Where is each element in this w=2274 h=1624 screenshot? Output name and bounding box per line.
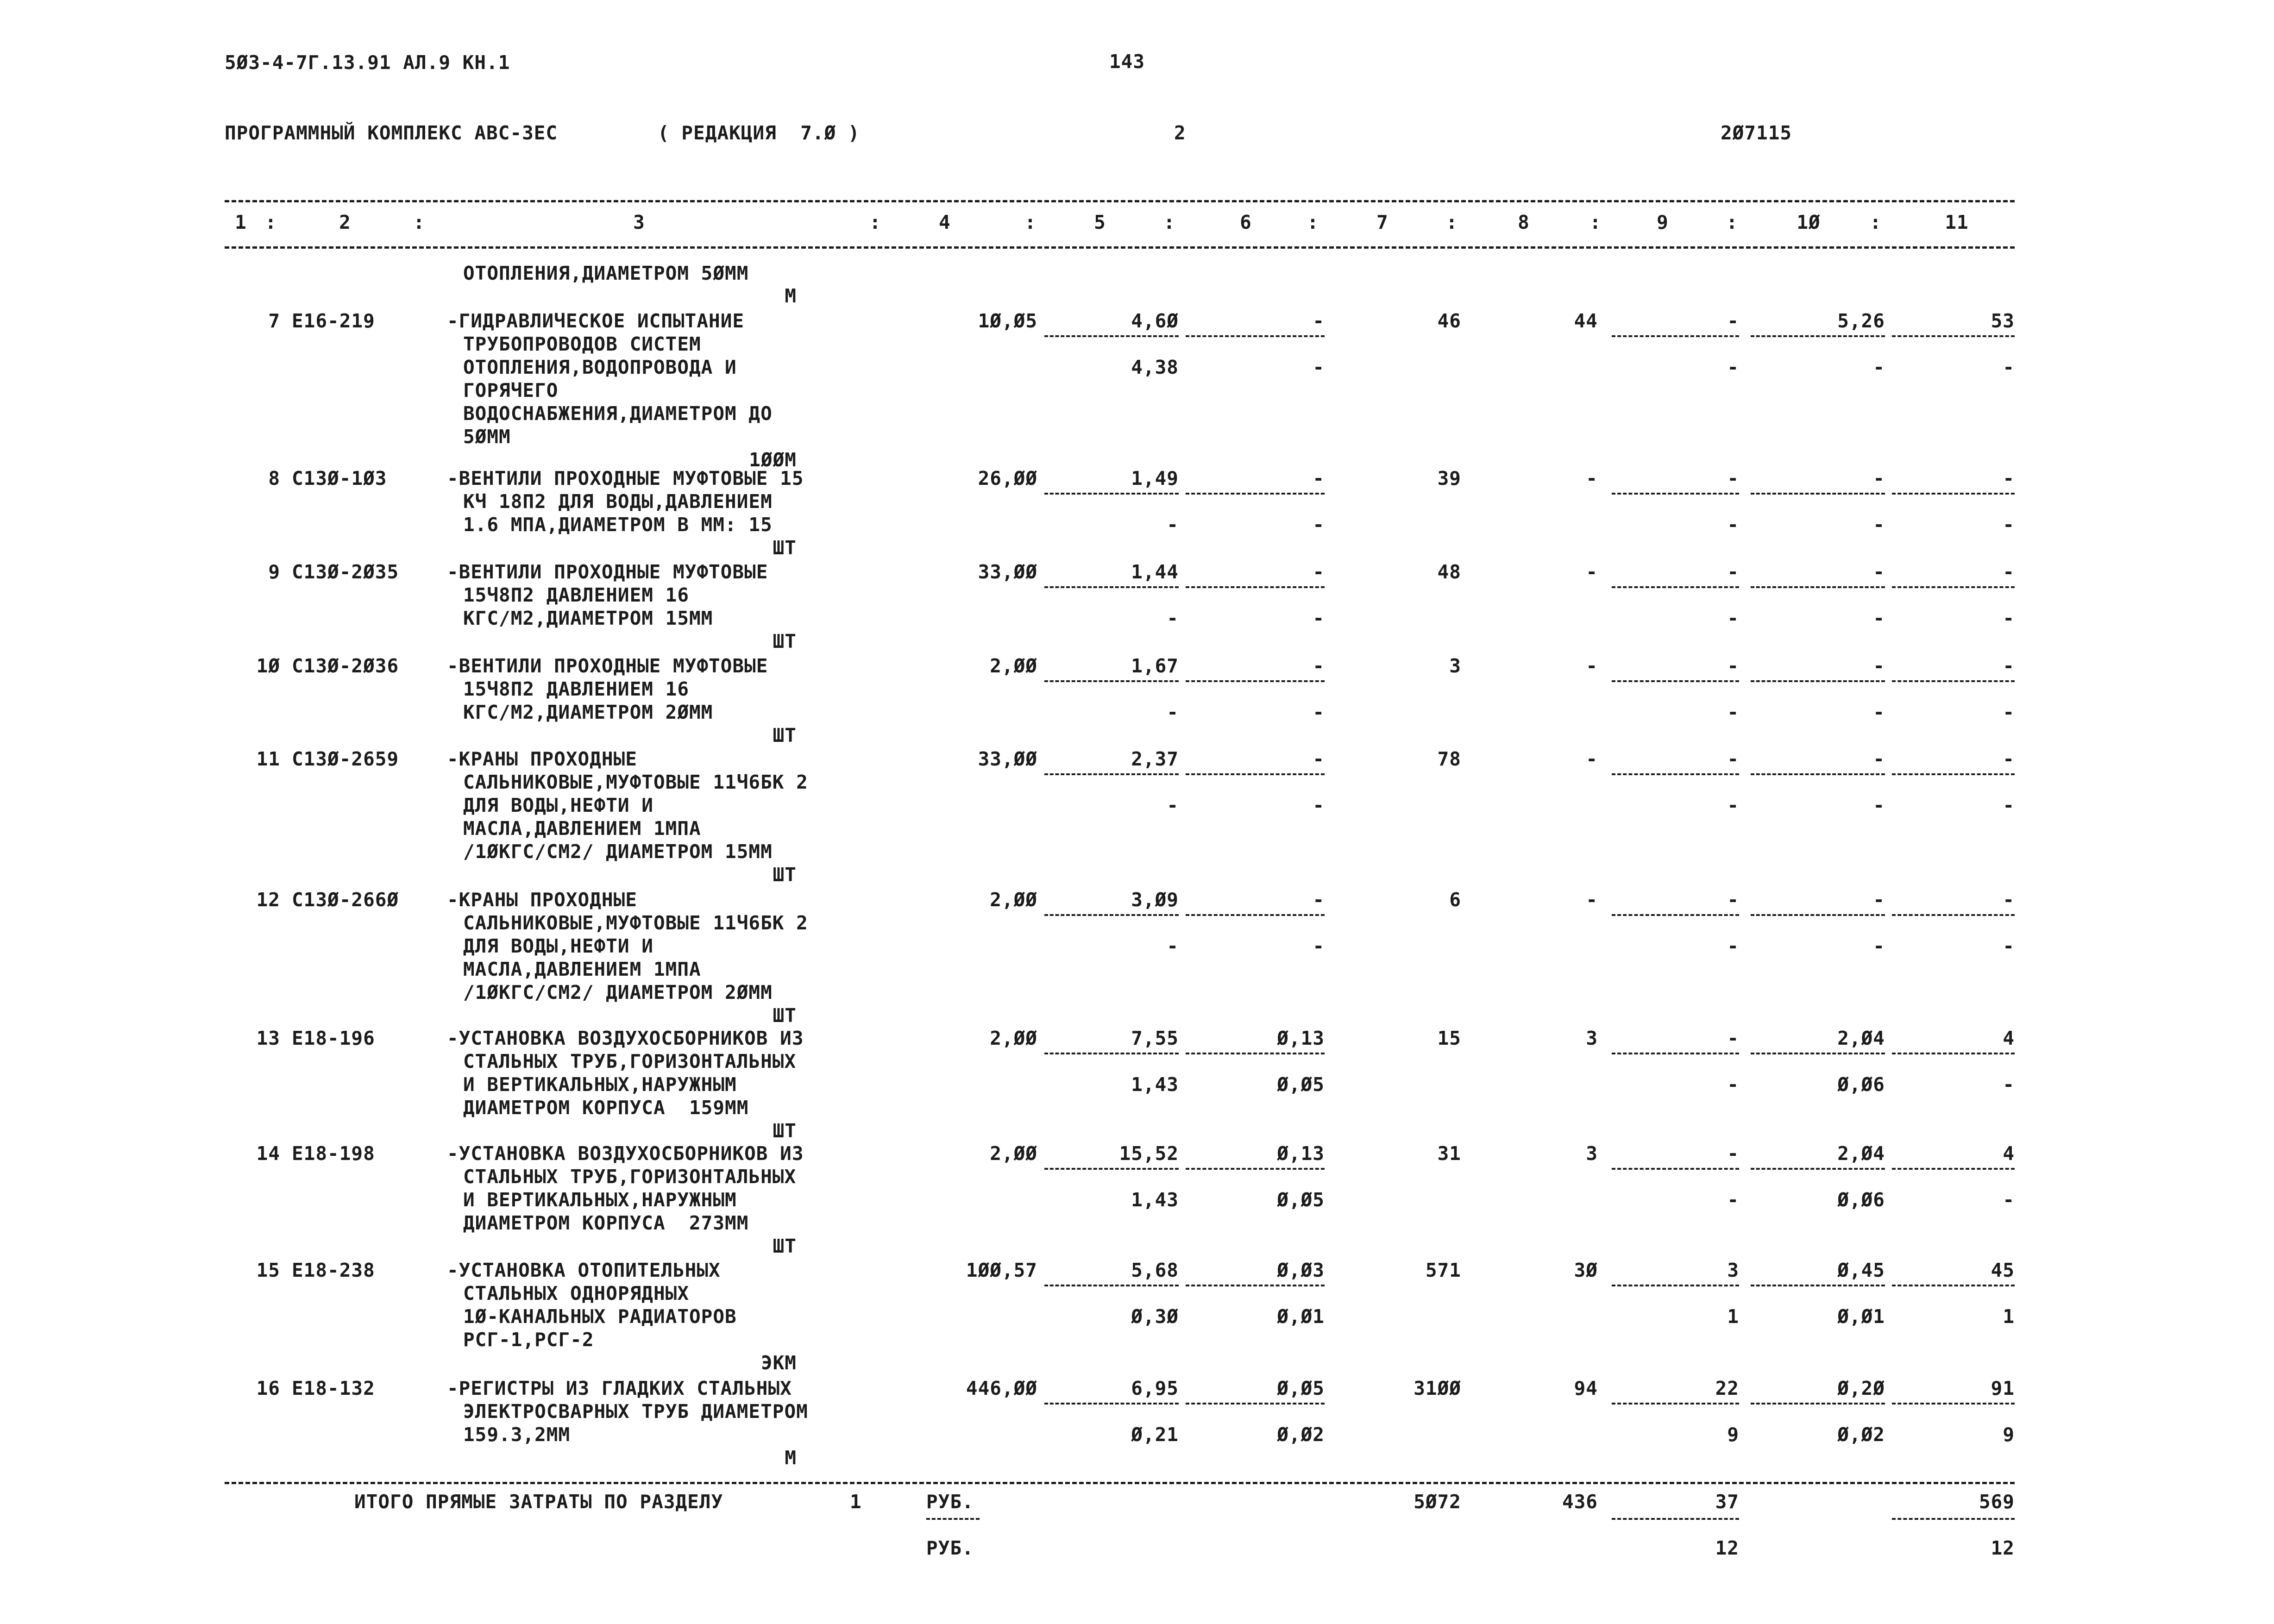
row-code: Е18-196 <box>292 1027 375 1049</box>
cell-col5: 1,44 <box>1131 561 1179 583</box>
row-unit: ШТ <box>773 864 797 886</box>
cell-col11: - <box>2003 467 2015 489</box>
cell-rule <box>1186 1285 1325 1286</box>
row-number: 16 <box>256 1377 280 1399</box>
row-code: С13Ø-2659 <box>292 748 399 770</box>
cell-col5: 4,6Ø <box>1131 310 1179 332</box>
totals-section: 1 <box>850 1491 862 1513</box>
cell-col5-second: - <box>1167 794 1179 816</box>
cell-col6-second: - <box>1313 701 1325 723</box>
cell-col11: - <box>2003 561 2015 583</box>
cell-col9-second: - <box>1727 514 1739 536</box>
cell-col7: 15 <box>1437 1027 1461 1049</box>
program-name: ПРОГРАММНЫЙ КОМПЛЕКС АВС-3ЕС <box>225 122 558 144</box>
cell-col4: 1ØØ,57 <box>966 1259 1037 1281</box>
cell-col6: Ø,13 <box>1277 1142 1325 1165</box>
totals-col11-second: 12 <box>1991 1537 2015 1559</box>
cell-col10: - <box>1873 889 1885 911</box>
cell-col11: 4 <box>2003 1142 2015 1165</box>
cell-col10-second: - <box>1873 607 1885 629</box>
cell-rule <box>1892 335 2015 337</box>
row-code: С13Ø-266Ø <box>292 889 399 911</box>
row-description: ДЛЯ ВОДЫ,НЕФТИ И <box>463 935 653 957</box>
document-id: 2Ø7115 <box>1721 122 1792 144</box>
cell-col9: - <box>1727 1142 1739 1165</box>
cell-col4: 2,ØØ <box>990 1027 1037 1049</box>
row-number: 8 <box>268 467 280 489</box>
totals-col7: 5Ø72 <box>1413 1491 1461 1513</box>
row-description: 1Ø-КАНАЛЬНЫХ РАДИАТОРОВ <box>463 1305 737 1328</box>
cell-rule <box>1186 493 1325 495</box>
row-description: СТАЛЬНЫХ ОДНОРЯДНЫХ <box>463 1282 689 1304</box>
cell-col5-second: Ø,3Ø <box>1131 1305 1179 1328</box>
cell-col8: 3 <box>1586 1027 1598 1049</box>
cell-rule <box>1186 586 1325 588</box>
row-unit: ШТ <box>773 724 797 746</box>
cell-rule <box>1044 1285 1179 1286</box>
row-description: -УСТАНОВКА ВОЗДУХОСБОРНИКОВ ИЗ <box>447 1027 804 1049</box>
row-code: С13Ø-2Ø35 <box>292 561 399 583</box>
row-unit: ШТ <box>773 537 797 559</box>
row-unit: ШТ <box>773 1235 797 1257</box>
row-number: 7 <box>268 310 280 332</box>
cell-rule <box>1186 1168 1325 1170</box>
cell-col10-second: - <box>1873 935 1885 957</box>
cell-col11-second: - <box>2003 701 2015 723</box>
cell-col5: 1,67 <box>1131 655 1179 677</box>
cell-col7: 571 <box>1425 1259 1461 1281</box>
cell-col11-second: - <box>2003 356 2015 378</box>
row-description: ОТОПЛЕНИЯ,ВОДОПРОВОДА И <box>463 356 737 378</box>
cell-col4: 2,ØØ <box>990 1142 1037 1165</box>
row-description: ДИАМЕТРОМ КОРПУСА 159ММ <box>463 1097 749 1119</box>
cell-col9: - <box>1727 1027 1739 1049</box>
row-unit: ЭКМ <box>760 1352 797 1374</box>
row-code: Е18-132 <box>292 1377 375 1399</box>
cell-rule <box>1186 680 1325 682</box>
column-header-3: 3 <box>633 211 645 233</box>
row-description: МАСЛА,ДАВЛЕНИЕМ 1МПА <box>463 817 701 840</box>
row-code: Е18-238 <box>292 1259 375 1281</box>
totals-label: ИТОГО ПРЯМЫЕ ЗАТРАТЫ ПО РАЗДЕЛУ <box>354 1491 723 1513</box>
cell-rule <box>1751 1168 1885 1170</box>
cell-col10-second: Ø,Ø1 <box>1837 1305 1885 1328</box>
row-number: 15 <box>256 1259 280 1281</box>
cell-col6: - <box>1313 467 1325 489</box>
row-description: /1ØКГС/СМ2/ ДИАМЕТРОМ 2ØММ <box>463 981 773 1003</box>
row-description: 1.6 МПА,ДИАМЕТРОМ В ММ: 15 <box>463 514 773 536</box>
cell-rule <box>1044 1168 1179 1170</box>
cell-col9: - <box>1727 467 1739 489</box>
cell-col4: 33,ØØ <box>978 748 1037 770</box>
cell-col8: - <box>1586 467 1598 489</box>
row-description: 159.3,2ММ <box>463 1423 571 1446</box>
cell-col4: 1Ø,Ø5 <box>978 310 1037 332</box>
cell-col6-second: Ø,Ø5 <box>1277 1073 1325 1096</box>
cell-col4: 33,ØØ <box>978 561 1037 583</box>
cell-col11-second: - <box>2003 794 2015 816</box>
cell-col7: 31 <box>1437 1142 1461 1165</box>
cell-rule <box>1044 773 1179 775</box>
column-header-9: 9 <box>1657 211 1669 233</box>
column-separator: : <box>1589 211 1602 233</box>
row-description: ЭЛЕКТРОСВАРНЫХ ТРУБ ДИАМЕТРОМ <box>463 1400 808 1423</box>
cell-col11-second: - <box>2003 1189 2015 1211</box>
column-header-1: 1 <box>235 211 247 233</box>
cell-col10-second: - <box>1873 356 1885 378</box>
cell-col5-second: 1,43 <box>1131 1073 1179 1096</box>
cell-col10-second: - <box>1873 794 1885 816</box>
row-unit: ШТ <box>773 1120 797 1142</box>
row-unit: ШТ <box>773 1004 797 1027</box>
cell-rule <box>1892 493 2015 495</box>
cell-col6-second: Ø,Ø1 <box>1277 1305 1325 1328</box>
cell-col9-second: - <box>1727 356 1739 378</box>
cell-col11: 45 <box>1991 1259 2015 1281</box>
cell-rule <box>1892 1168 2015 1170</box>
cell-col9-second: - <box>1727 607 1739 629</box>
column-separator: : <box>265 211 277 233</box>
cell-col5: 15,52 <box>1119 1142 1179 1165</box>
row-unit: 1ØØМ <box>749 449 797 471</box>
cell-rule <box>1892 1053 2015 1054</box>
cell-rule <box>1892 586 2015 588</box>
cell-rule <box>1751 773 1885 775</box>
cell-rule <box>1892 1285 2015 1286</box>
column-header-2: 2 <box>339 211 351 233</box>
cell-col6: Ø,Ø5 <box>1277 1377 1325 1399</box>
sheet-number: 2 <box>1174 122 1186 144</box>
cell-col4: 26,ØØ <box>978 467 1037 489</box>
cell-col10-second: Ø,Ø6 <box>1837 1189 1885 1211</box>
row-description: СТАЛЬНЫХ ТРУБ,ГОРИЗОНТАЛЬНЫХ <box>463 1050 797 1072</box>
cell-col6-second: Ø,Ø2 <box>1277 1423 1325 1446</box>
cell-rule <box>1186 335 1325 337</box>
row-description: ДИАМЕТРОМ КОРПУСА 273ММ <box>463 1212 749 1234</box>
row-unit: ШТ <box>773 630 797 652</box>
column-header-4: 4 <box>939 211 951 233</box>
cell-rule <box>1044 1053 1179 1054</box>
cell-col6-second: - <box>1313 356 1325 378</box>
totals-col8: 436 <box>1562 1491 1598 1513</box>
cell-rule <box>1612 493 1739 495</box>
cell-col9: - <box>1727 748 1739 770</box>
cell-rule <box>1751 586 1885 588</box>
cell-col11-second: - <box>2003 935 2015 957</box>
row-description: -ГИДРАВЛИЧЕСКОЕ ИСПЫТАНИЕ <box>447 310 745 332</box>
row-description: КГС/М2,ДИАМЕТРОМ 2ØММ <box>463 701 713 723</box>
totals-col9-second: 12 <box>1715 1537 1739 1559</box>
cell-rule <box>1751 914 1885 916</box>
totals-unit-second: РУБ. <box>926 1537 974 1559</box>
cell-rule <box>1612 586 1739 588</box>
cell-col9-second: 1 <box>1727 1305 1739 1328</box>
column-separator: : <box>1446 211 1458 233</box>
cell-col7: 6 <box>1449 889 1461 911</box>
cell-col10: - <box>1873 655 1885 677</box>
carryover-text: ОТОПЛЕНИЯ,ДИАМЕТРОМ 5ØММ <box>463 262 749 284</box>
row-code: С13Ø-2Ø36 <box>292 655 399 677</box>
row-description: -УСТАНОВКА ОТОПИТЕЛЬНЫХ <box>447 1259 721 1281</box>
table-header-rule <box>225 246 2015 249</box>
totals-col11-rule <box>1892 1518 2015 1520</box>
cell-col5-second: - <box>1167 701 1179 723</box>
cell-col11-second: - <box>2003 607 2015 629</box>
cell-col10-second: Ø,Ø2 <box>1837 1423 1885 1446</box>
row-number: 9 <box>268 561 280 583</box>
page-number: 143 <box>1109 50 1145 73</box>
cell-rule <box>1044 1403 1179 1405</box>
row-description: 5ØММ <box>463 426 511 448</box>
row-description: КЧ 18П2 ДЛЯ ВОДЫ,ДАВЛЕНИЕМ <box>463 490 773 513</box>
cell-rule <box>1892 914 2015 916</box>
cell-col8: - <box>1586 561 1598 583</box>
cell-col10: 2,Ø4 <box>1837 1142 1885 1165</box>
cell-col8: 44 <box>1574 310 1598 332</box>
cell-col10: Ø,45 <box>1837 1259 1885 1281</box>
cell-col4: 2,ØØ <box>990 889 1037 911</box>
column-separator: : <box>1307 211 1319 233</box>
totals-unit: РУБ. <box>926 1491 974 1513</box>
cell-col5-second: Ø,21 <box>1131 1423 1179 1446</box>
cell-rule <box>1612 773 1739 775</box>
cell-rule <box>1892 773 2015 775</box>
cell-col5: 6,95 <box>1131 1377 1179 1399</box>
cell-col10: 5,26 <box>1837 310 1885 332</box>
cell-col6: - <box>1313 889 1325 911</box>
cell-rule <box>1612 1053 1739 1054</box>
cell-col11: - <box>2003 889 2015 911</box>
cell-col11: 4 <box>2003 1027 2015 1049</box>
cell-col6-second: - <box>1313 935 1325 957</box>
cell-rule <box>1612 914 1739 916</box>
cell-col10-second: Ø,Ø6 <box>1837 1073 1885 1096</box>
cell-col9: 22 <box>1715 1377 1739 1399</box>
cell-col5: 3,Ø9 <box>1131 889 1179 911</box>
cell-col7: 39 <box>1437 467 1461 489</box>
cell-rule <box>1751 1053 1885 1054</box>
row-description: -КРАНЫ ПРОХОДНЫЕ <box>447 889 637 911</box>
cell-col10-second: - <box>1873 514 1885 536</box>
row-description: РСГ-1,РСГ-2 <box>463 1329 594 1351</box>
totals-col9-rule <box>1612 1518 1739 1520</box>
row-number: 1Ø <box>256 655 280 677</box>
cell-rule <box>1612 1403 1739 1405</box>
cell-col5: 2,37 <box>1131 748 1179 770</box>
row-description: -ВЕНТИЛИ ПРОХОДНЫЕ МУФТОВЫЕ 15 <box>447 467 804 489</box>
cell-rule <box>1751 680 1885 682</box>
row-description: -КРАНЫ ПРОХОДНЫЕ <box>447 748 637 770</box>
cell-col9-second: - <box>1727 794 1739 816</box>
row-code: С13Ø-1Ø3 <box>292 467 387 489</box>
cell-rule <box>1044 586 1179 588</box>
cell-col9: - <box>1727 561 1739 583</box>
cell-rule <box>1186 773 1325 775</box>
row-description: -ВЕНТИЛИ ПРОХОДНЫЕ МУФТОВЫЕ <box>447 561 768 583</box>
cell-rule <box>1044 493 1179 495</box>
cell-col6: - <box>1313 561 1325 583</box>
column-separator: : <box>1726 211 1738 233</box>
cell-col6-second: - <box>1313 514 1325 536</box>
row-description: САЛЬНИКОВЫЕ,МУФТОВЫЕ 11Ч6БК 2 <box>463 912 808 934</box>
cell-col5-second: 4,38 <box>1131 356 1179 378</box>
totals-rule <box>225 1482 2015 1484</box>
carryover-unit: М <box>785 285 797 307</box>
row-description: -ВЕНТИЛИ ПРОХОДНЫЕ МУФТОВЫЕ <box>447 655 768 677</box>
row-description: ДЛЯ ВОДЫ,НЕФТИ И <box>463 794 653 816</box>
cell-col10: - <box>1873 561 1885 583</box>
cell-col10: - <box>1873 467 1885 489</box>
cell-col10: - <box>1873 748 1885 770</box>
cell-rule <box>1612 680 1739 682</box>
cell-col6: - <box>1313 748 1325 770</box>
cell-col6: Ø,13 <box>1277 1027 1325 1049</box>
cell-col9-second: - <box>1727 701 1739 723</box>
cell-rule <box>1612 1168 1739 1170</box>
row-code: Е18-198 <box>292 1142 375 1165</box>
column-separator: : <box>1163 211 1175 233</box>
cell-rule <box>1612 1285 1739 1286</box>
cell-col11: 53 <box>1991 310 2015 332</box>
cell-rule <box>1186 914 1325 916</box>
cell-rule <box>1892 1403 2015 1405</box>
column-header-10: 1Ø <box>1797 211 1821 233</box>
cell-col10-second: - <box>1873 701 1885 723</box>
cell-col7: 48 <box>1437 561 1461 583</box>
cell-col8: 94 <box>1574 1377 1598 1399</box>
table-top-rule <box>225 200 2015 202</box>
row-description: ВОДОСНАБЖЕНИЯ,ДИАМЕТРОМ ДО <box>463 402 773 425</box>
row-number: 14 <box>256 1142 280 1165</box>
cell-col6: Ø,Ø3 <box>1277 1259 1325 1281</box>
cell-col8: 3Ø <box>1574 1259 1598 1281</box>
cell-col7: 3 <box>1449 655 1461 677</box>
cell-col9: 3 <box>1727 1259 1739 1281</box>
cell-col8: 3 <box>1586 1142 1598 1165</box>
cell-col8: - <box>1586 748 1598 770</box>
row-number: 13 <box>256 1027 280 1049</box>
column-separator: : <box>413 211 425 233</box>
row-number: 12 <box>256 889 280 911</box>
cell-col9: - <box>1727 310 1739 332</box>
cell-rule <box>1751 335 1885 337</box>
row-number: 11 <box>256 748 280 770</box>
cell-col9: - <box>1727 655 1739 677</box>
cell-col9-second: - <box>1727 1189 1739 1211</box>
cell-col11: - <box>2003 655 2015 677</box>
cell-col7: 46 <box>1437 310 1461 332</box>
row-description: САЛЬНИКОВЫЕ,МУФТОВЫЕ 11Ч6БК 2 <box>463 771 808 793</box>
cell-col5-second: - <box>1167 607 1179 629</box>
cell-col5: 5,68 <box>1131 1259 1179 1281</box>
row-description: -УСТАНОВКА ВОЗДУХОСБОРНИКОВ ИЗ <box>447 1142 804 1165</box>
cell-col4: 2,ØØ <box>990 655 1037 677</box>
row-description: ТРУБОПРОВОДОВ СИСТЕМ <box>463 333 701 355</box>
cell-col5-second: 1,43 <box>1131 1189 1179 1211</box>
cell-col9-second: - <box>1727 935 1739 957</box>
cell-col6: - <box>1313 655 1325 677</box>
row-description: 15Ч8П2 ДАВЛЕНИЕМ 16 <box>463 678 689 700</box>
column-header-6: 6 <box>1240 211 1252 233</box>
cell-col10: 2,Ø4 <box>1837 1027 1885 1049</box>
cell-rule <box>1044 914 1179 916</box>
cell-col6-second: Ø,Ø5 <box>1277 1189 1325 1211</box>
cell-col11-second: 9 <box>2003 1423 2015 1446</box>
row-code: Е16-219 <box>292 310 375 332</box>
column-header-5: 5 <box>1094 211 1106 233</box>
row-description: /1ØКГС/СМ2/ ДИАМЕТРОМ 15ММ <box>463 840 773 863</box>
column-separator: : <box>1870 211 1882 233</box>
column-header-8: 8 <box>1518 211 1530 233</box>
cell-col6: - <box>1313 310 1325 332</box>
cell-col11: 91 <box>1991 1377 2015 1399</box>
document-code: 5Ø3-4-7Г.13.91 АЛ.9 КН.1 <box>225 51 510 74</box>
row-description: -РЕГИСТРЫ ИЗ ГЛАДКИХ СТАЛЬНЫХ <box>447 1377 792 1399</box>
column-header-11: 11 <box>1945 211 1969 233</box>
cell-rule <box>1751 1285 1885 1286</box>
cell-col6-second: - <box>1313 607 1325 629</box>
cell-col9-second: 9 <box>1727 1423 1739 1446</box>
cell-col11-second: - <box>2003 514 2015 536</box>
totals-col11: 569 <box>1979 1491 2015 1513</box>
cell-col9-second: - <box>1727 1073 1739 1096</box>
column-header-7: 7 <box>1376 211 1388 233</box>
row-description: МАСЛА,ДАВЛЕНИЕМ 1МПА <box>463 958 701 980</box>
cell-col7: 31ØØ <box>1413 1377 1461 1399</box>
cell-rule <box>1892 680 2015 682</box>
row-description: ГОРЯЧЕГО <box>463 379 559 401</box>
row-description: КГС/М2,ДИАМЕТРОМ 15ММ <box>463 607 713 629</box>
row-unit: М <box>785 1447 797 1469</box>
column-separator: : <box>869 211 881 233</box>
cell-col11-second: 1 <box>2003 1305 2015 1328</box>
cell-rule <box>1612 335 1739 337</box>
column-separator: : <box>1024 211 1036 233</box>
cell-col5-second: - <box>1167 514 1179 536</box>
cell-col11: - <box>2003 748 2015 770</box>
cell-col7: 78 <box>1437 748 1461 770</box>
cell-col5: 1,49 <box>1131 467 1179 489</box>
cell-rule <box>1751 493 1885 495</box>
totals-unit-rule <box>926 1518 980 1520</box>
cell-col10: Ø,2Ø <box>1837 1377 1885 1399</box>
cell-col8: - <box>1586 889 1598 911</box>
program-edition: ( РЕДАКЦИЯ 7.Ø ) <box>658 122 860 144</box>
row-description: 15Ч8П2 ДАВЛЕНИЕМ 16 <box>463 584 689 606</box>
cell-col8: - <box>1586 655 1598 677</box>
row-description: СТАЛЬНЫХ ТРУБ,ГОРИЗОНТАЛЬНЫХ <box>463 1166 797 1188</box>
cell-col11-second: - <box>2003 1073 2015 1096</box>
row-description: И ВЕРТИКАЛЬНЫХ,НАРУЖНЫМ <box>463 1073 737 1096</box>
cell-col4: 446,ØØ <box>966 1377 1037 1399</box>
row-description: И ВЕРТИКАЛЬНЫХ,НАРУЖНЫМ <box>463 1189 737 1211</box>
cell-col6-second: - <box>1313 794 1325 816</box>
cell-rule <box>1044 680 1179 682</box>
cell-col9: - <box>1727 889 1739 911</box>
cell-col5: 7,55 <box>1131 1027 1179 1049</box>
cell-rule <box>1751 1403 1885 1405</box>
totals-col9: 37 <box>1715 1491 1739 1513</box>
cell-col5-second: - <box>1167 935 1179 957</box>
cell-rule <box>1186 1053 1325 1054</box>
cell-rule <box>1044 335 1179 337</box>
cell-rule <box>1186 1403 1325 1405</box>
